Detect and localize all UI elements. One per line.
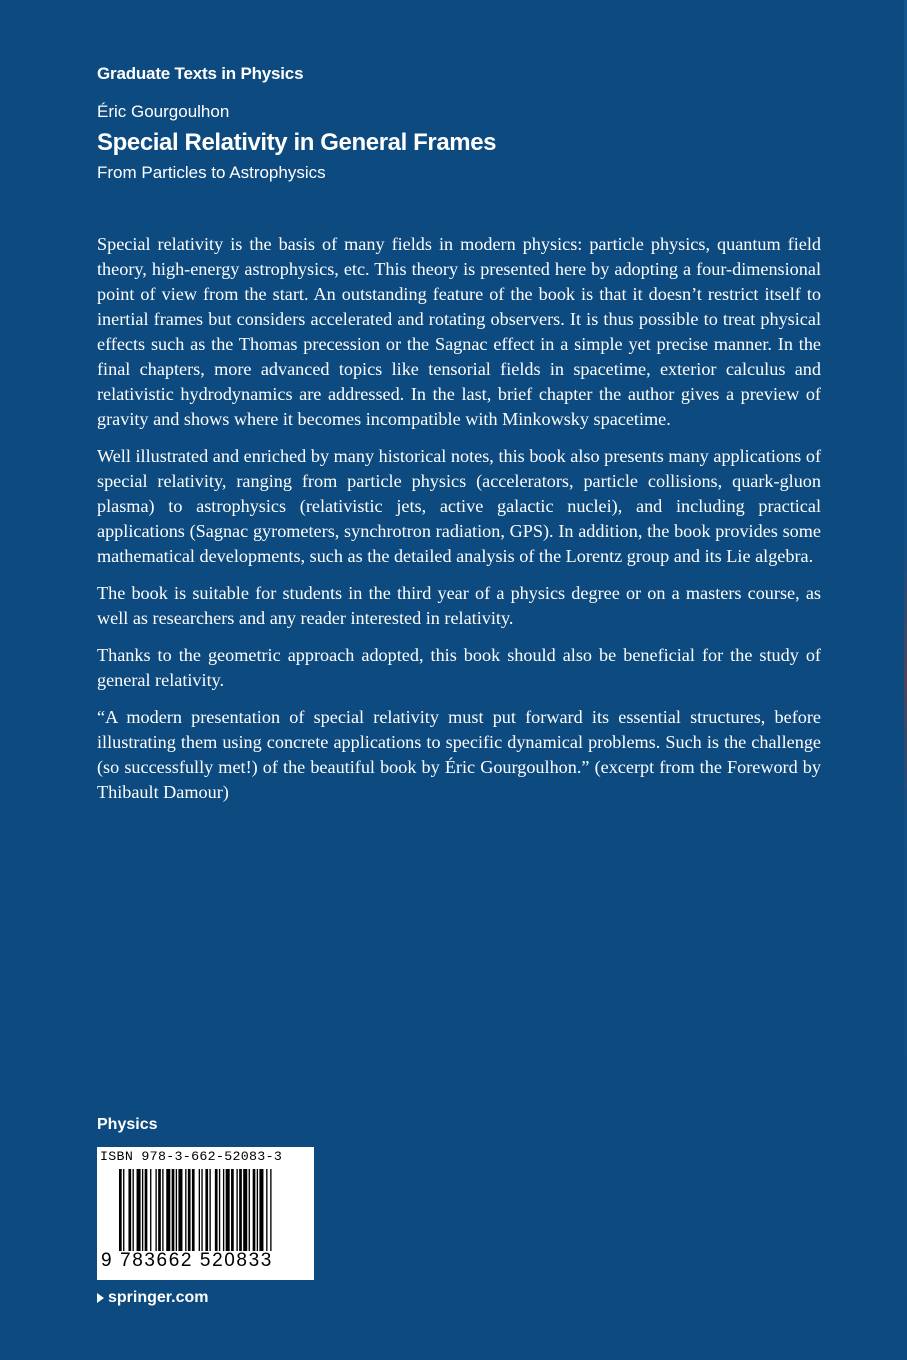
- barcode-bar: [266, 1169, 267, 1251]
- barcode-bar: [199, 1169, 200, 1251]
- barcode-bar: [137, 1169, 141, 1251]
- blurb-paragraph-2: Well illustrated and enriched by many historical notes, this book also presents many applications of special relativity, ranging from particle physics (accelerators, particle collisions, quark-gluon plasma) to astrophysics (relativistic jets, active galactic nuclei), and including practical applications (Sagnac gyrometers, synchrotron radiation, GPS). In addition, the book provides some mathematical developments, such as the detailed analysis of the Lorentz group and its Lie algebra.: [97, 446, 821, 566]
- barcode-bar: [119, 1169, 122, 1251]
- blurb-quote: “A modern presentation of special relativity must put forward its essential structures, before illustrating them using concrete applications to specific dynamical problems. Such is the challenge (so successfully met!) of the beautiful book by Éric Gourgoulhon.” (excerpt from the Foreword by Thibault Damour): [97, 707, 821, 802]
- barcode-bar: [239, 1169, 242, 1251]
- arrow-right-icon: [97, 1293, 104, 1303]
- barcode-bar: [162, 1169, 163, 1251]
- barcode-bar: [133, 1169, 134, 1251]
- barcode-bar: [176, 1169, 177, 1251]
- blurb-paragraph-1: Special relativity is the basis of many fields in modern physics: particle physics, quantum field theory, high-energy astrophysics, etc. This theory is presented here by adopting a four-dimensional point of view from the start. An outstanding feature of the book is that it doesn’t restrict itself to inertial frames but considers accelerated and rotating observers. It is thus possible to treat physical effects such as the Thomas precession or the Sagnac effect in a simple yet precise manner. In the final chapters, more advanced topics like tensorial fields in spacetime, exterior calculus and relativistic hydrodynamics are addressed. In the last, brief chapter the author gives a preview of gravity and shows where it becomes incompatible with Minkowsky spacetime.: [97, 234, 821, 429]
- barcode-bar: [192, 1169, 195, 1251]
- barcode-bar: [253, 1169, 256, 1251]
- barcode-bar: [150, 1169, 151, 1251]
- barcode-bar: [236, 1169, 237, 1251]
- barcode-bar: [231, 1169, 234, 1251]
- barcode-bar: [226, 1169, 230, 1251]
- barcode-bar: [257, 1169, 258, 1251]
- publisher-website: springer.com: [108, 1289, 209, 1306]
- ean-number: 9 783662 520833: [101, 1250, 273, 1271]
- isbn-text: ISBN 978-3-662-52083-3: [100, 1149, 283, 1164]
- barcode-bar: [201, 1169, 202, 1251]
- barcode-bar: [142, 1169, 143, 1251]
- barcode-bar: [205, 1169, 208, 1251]
- subject-label: Physics: [97, 1116, 158, 1133]
- blurb-paragraph-4: Thanks to the geometric approach adopted, this book should also be beneficial for the study of general relativity.: [97, 645, 821, 690]
- barcode-bar: [215, 1169, 218, 1251]
- author-name: Éric Gourgoulhon: [97, 102, 230, 121]
- barcode-bar: [219, 1169, 220, 1251]
- series-name: Graduate Texts in Physics: [97, 64, 304, 83]
- blurb-paragraph-3: The book is suitable for students in the third year of a physics degree or on a masters course, as well as researchers and any reader interested in relativity.: [97, 583, 821, 628]
- barcode-bar: [123, 1169, 124, 1251]
- barcode-bar: [243, 1169, 247, 1251]
- barcode-bar: [249, 1169, 250, 1251]
- barcode-bar: [155, 1169, 156, 1251]
- barcode-bar: [158, 1169, 161, 1251]
- book-title: Special Relativity in General Frames: [97, 129, 497, 156]
- barcode-bar: [172, 1169, 175, 1251]
- barcode-bar: [223, 1169, 224, 1251]
- barcode-bar: [270, 1169, 271, 1251]
- barcode-bar: [188, 1169, 191, 1251]
- barcode-bar: [209, 1169, 210, 1251]
- barcode: [97, 1147, 314, 1280]
- barcode-bar: [185, 1169, 186, 1251]
- blurb: [97, 232, 821, 817]
- publisher-link[interactable]: [97, 1289, 208, 1307]
- barcode-bar: [128, 1169, 131, 1251]
- barcode-bar: [166, 1169, 170, 1251]
- barcode-bar: [178, 1169, 182, 1251]
- barcode-bar: [145, 1169, 148, 1251]
- barcode-bar: [259, 1169, 263, 1251]
- book-subtitle: From Particles to Astrophysics: [97, 163, 326, 182]
